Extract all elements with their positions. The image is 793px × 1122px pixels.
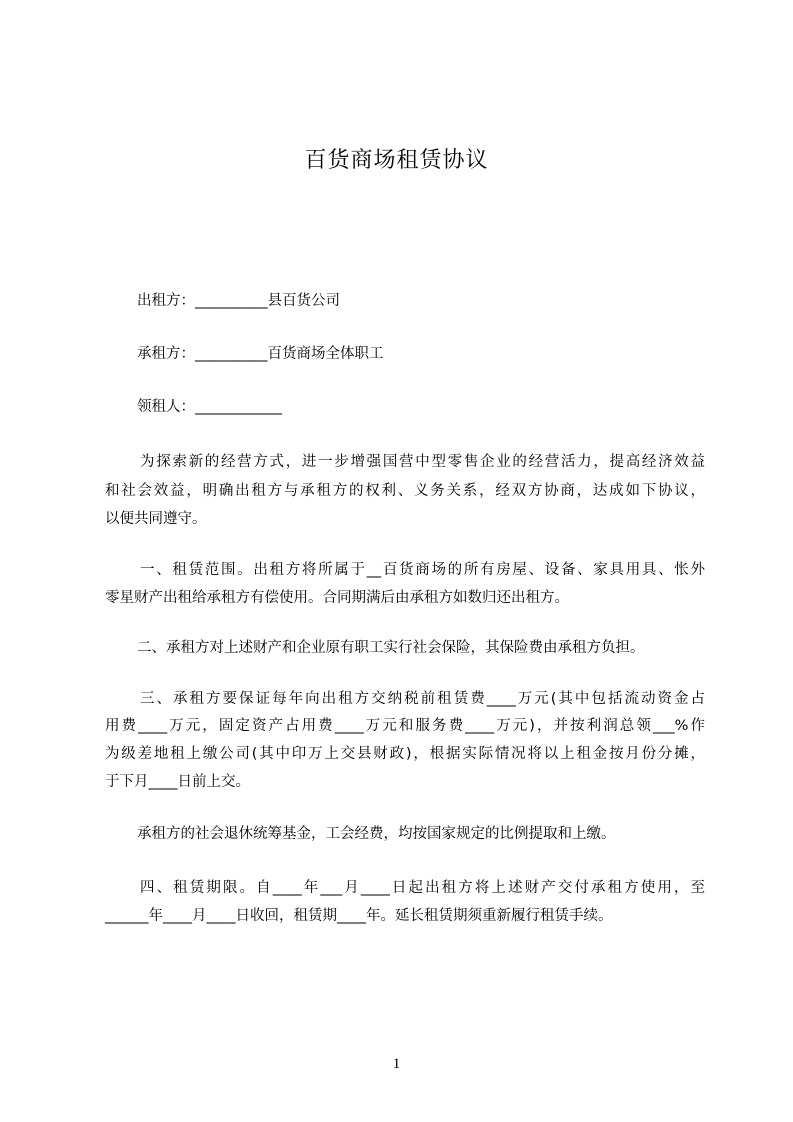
clause-4-line: 四、租赁期限。自____年___月____日起出租方将上述财产交付承租方使用，至 bbox=[140, 880, 705, 896]
clause-1-line: 一、租赁范围。出租方将所属于__百货商场的所有房屋、设备、家具用具、怅外 bbox=[140, 562, 705, 578]
document-title: 百货商场租赁协议 bbox=[304, 148, 489, 173]
intro-paragraph-line: 为探索新的经营方式，进一步增强国营中型零售企业的经营活力，提高经济效益 bbox=[140, 454, 705, 470]
page-number: 1 bbox=[392, 1056, 401, 1072]
clause-3-line: 于下月____日前上交。 bbox=[105, 774, 250, 790]
clause-2-line: 二、承租方对上述财产和企业原有职工实行社会保险，其保险费由承租方负担。 bbox=[137, 640, 645, 656]
clause-3-line: 三、承租方要保证每年向出租方交纳税前租赁费____万元(其中包括流动资金占 bbox=[140, 691, 705, 707]
intro-paragraph-line: 和社会效益，明确出租方与承租方的权利、义务关系，经双方协商，达成如下协议， bbox=[105, 483, 705, 499]
lessor-line: 出租方：__________县百货公司 bbox=[137, 293, 340, 309]
lessee-line: 承租方：__________百货商场全体职工 bbox=[137, 346, 384, 362]
leader-line: 领租人：____________ bbox=[137, 399, 282, 415]
clause-1-line: 零星财产出租给承租方有偿使用。合同期满后由承租方如数归还出租方。 bbox=[105, 590, 569, 606]
clause-3-line: 为级差地租上缴公司(其中印万上交县财政)，根据实际情况将以上租金按月份分摊， bbox=[105, 746, 705, 762]
clause-3-line: 用费____万元，固定资产占用费____万元和服务费____万元)，并按利润总领___%作 bbox=[105, 718, 705, 734]
intro-paragraph-line: 以便共同遵守。 bbox=[105, 511, 207, 527]
social-fund-line: 承租方的社会退休统筹基金，工会经费，均按国家规定的比例提取和上缴。 bbox=[137, 826, 616, 842]
clause-4-line: ______年____月____日收回，租赁期____年。延长租赁期须重新履行租赁手续。 bbox=[105, 908, 613, 924]
